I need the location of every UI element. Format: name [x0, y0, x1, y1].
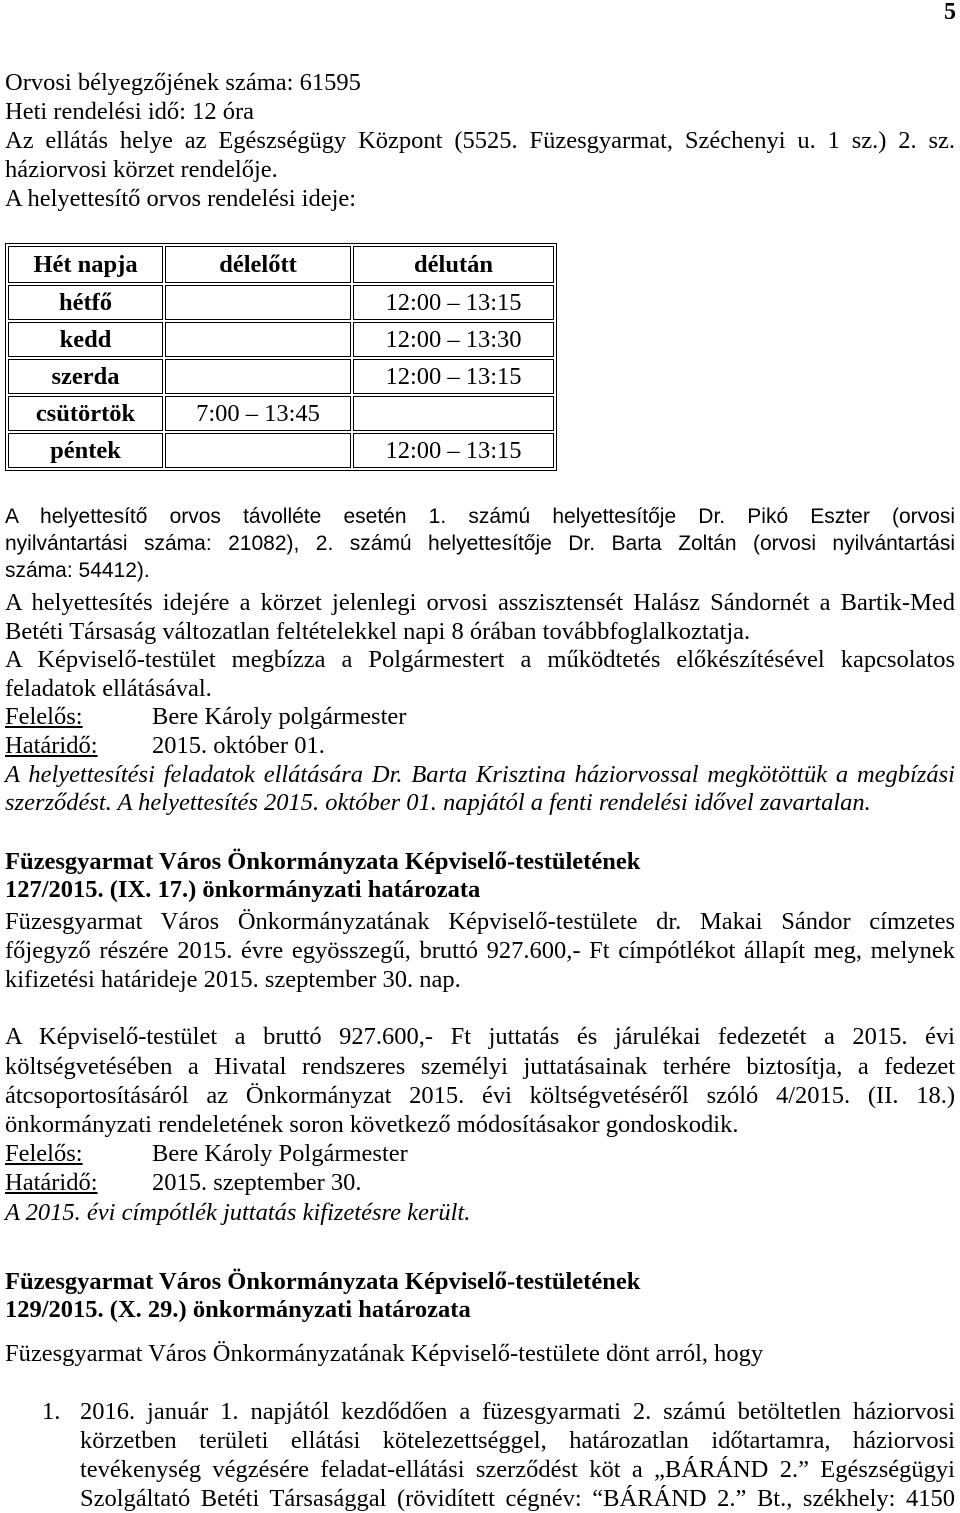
resolution-129-list [42, 1397, 955, 1513]
deadline-value: 2015. szeptember 30. [152, 1169, 362, 1197]
resolution-body-line: Füzesgyarmat Város Önkormányzatának Képviselő-testülete dr. Makai Sándor címzetes [5, 907, 955, 935]
resolution-body-line: főjegyző részére 2015. évre egyösszegű, bruttó 927.600,- Ft címpótlékot állapít meg, melynek [5, 936, 955, 964]
weekly-hours-line: Heti rendelési idő: 12 óra [5, 98, 255, 125]
substitutes-line: száma: 54412). [5, 559, 150, 582]
deadline-line [5, 1168, 955, 1197]
resolution-body-line: kifizetési határideje 2015. szeptember 30. nap. [5, 965, 461, 993]
intro-section [5, 68, 955, 213]
resolution-129-heading [5, 1268, 955, 1324]
deadline-line [5, 732, 955, 761]
resolution-127-body [5, 907, 955, 994]
responsible-value: Bere Károly polgármester [152, 703, 407, 731]
resolution-127-heading [5, 848, 955, 904]
resolution-heading-line: 129/2015. (X. 29.) önkormányzati határozata [5, 1296, 471, 1323]
schedule-intro-line: A helyettesítő orvos rendelési ideje: [5, 185, 357, 212]
stamp-number-line: Orvosi bélyegzőjének száma: 61595 [5, 69, 361, 96]
mandate-line: feladatok ellátásával. [5, 674, 212, 702]
header-afternoon: délután [353, 246, 554, 283]
funding-line: költségvetésében a Hivatal rendszeres személyi juttatásainak terhére biztosítja, a fedezet [5, 1052, 955, 1080]
deadline-label: Határidő: [5, 731, 98, 759]
morning-cell [165, 285, 351, 320]
morning-cell [165, 322, 351, 357]
page-number: 5 [944, 0, 956, 25]
location-line: Az ellátás helye az Egészségügy Központ (5525. Füzesgyarmat, Széchenyi u. 1 sz.) 2. sz. [5, 127, 955, 154]
deadline-label: Határidő: [5, 1169, 98, 1197]
resolution-heading-line: Füzesgyarmat Város Önkormányzata Képviselő-testületének [5, 848, 641, 875]
afternoon-cell: 12:00 – 13:15 [353, 285, 554, 320]
substitutes-line: A helyettesítő orvos távolléte esetén 1. számú helyettesítője Dr. Pikó Eszter (orvosi [5, 505, 955, 528]
table-row [8, 359, 554, 394]
responsible-line [5, 703, 955, 732]
afternoon-cell [353, 396, 554, 431]
table-row [8, 322, 554, 357]
morning-cell [165, 359, 351, 394]
header-day: Hét napja [8, 246, 163, 283]
list-item-line: tevékenység végzésére feladat-ellátási szerződést köt a „BÁRÁND 2.” Egészségügyi [80, 1456, 955, 1483]
morning-cell [165, 433, 351, 468]
assistant-line: A helyettesítés idejére a körzet jelenlegi orvosi asszisztensét Halász Sándornét a Bartik-Med [5, 589, 955, 616]
list-item-line: körzetben területi ellátási kötelezettséggel, határozatlan időtartamra, háziorvosi [80, 1427, 955, 1454]
responsible-line [5, 1139, 955, 1168]
funding-line: önkormányzati rendeletének soron következő módosításakor gondoskodik. [5, 1111, 739, 1138]
note-line: szerződést. A helyettesítés 2015. október 01. napjától a fenti rendelési idővel zavartalan. [5, 789, 871, 817]
afternoon-cell: 12:00 – 13:15 [353, 359, 554, 394]
list-item-line: Szolgáltató Betéti Társasággal (rövidített cégnév: “BÁRÁND 2.” Bt., székhely: 4150 [80, 1485, 955, 1512]
deadline-value: 2015. október 01. [152, 731, 325, 759]
mandate-line: A Képviselő-testület megbízza a Polgármestert a működtetés előkészítésével kapcsolatos [5, 646, 955, 674]
responsible-label: Felelős: [5, 703, 83, 731]
afternoon-cell: 12:00 – 13:30 [353, 322, 554, 357]
resolution-intro-line: Füzesgyarmat Város Önkormányzatának Képviselő-testülete dönt arról, hogy [5, 1340, 764, 1367]
funding-line: átcsoportosításáról az Önkormányzat 2015. évi költségvetéséről szóló 4/2015. (II. 18.) [5, 1081, 955, 1109]
list-item [80, 1397, 955, 1513]
responsible-label: Felelős: [5, 1140, 83, 1168]
table-header-row [8, 246, 554, 283]
day-cell: péntek [8, 433, 163, 468]
morning-cell: 7:00 – 13:45 [165, 396, 351, 431]
day-cell: kedd [8, 322, 163, 357]
substitutes-paragraph [5, 503, 955, 584]
schedule-table [5, 243, 557, 471]
list-item-number: 1. [42, 1398, 61, 1425]
header-morning: délelőtt [165, 246, 351, 283]
table-row [8, 285, 554, 320]
afternoon-cell: 12:00 – 13:15 [353, 433, 554, 468]
day-cell: hétfő [8, 285, 163, 320]
resolution-heading-line: Füzesgyarmat Város Önkormányzata Képviselő-testületének [5, 1268, 641, 1295]
note-line: A 2015. évi címpótlék juttatás kifizetésre került. [5, 1198, 471, 1226]
list-item-line: 2016. január 1. napjától kezdődően a füzesgyarmati 2. számú betöltetlen háziorvosi [80, 1398, 955, 1425]
resolution-heading-line: 127/2015. (IX. 17.) önkormányzati határozata [5, 876, 481, 903]
responsible-value: Bere Károly Polgármester [152, 1140, 408, 1168]
note-line: A helyettesítési feladatok ellátására Dr. Barta Krisztina háziorvossal megkötöttük a megbízási [5, 760, 955, 788]
resolution-129-intro [5, 1340, 955, 1368]
table-row [8, 396, 554, 431]
mandate-section [5, 589, 955, 818]
funding-line: A Képviselő-testület a bruttó 927.600,- Ft juttatás és járulékai fedezetét a 2015. évi [5, 1023, 955, 1051]
assistant-line: Betéti Társaság változatlan feltételekkel napi 8 órában továbbfoglalkoztatja. [5, 617, 751, 645]
day-cell: szerda [8, 359, 163, 394]
resolution-127-funding [5, 1022, 955, 1226]
location-line: háziorvosi körzet rendelője. [5, 156, 278, 183]
table-row [8, 433, 554, 468]
day-cell: csütörtök [8, 396, 163, 431]
substitutes-line: nyilvántartási száma: 21082), 2. számú helyettesítője Dr. Barta Zoltán (orvosi nyilvántartási [5, 532, 955, 555]
